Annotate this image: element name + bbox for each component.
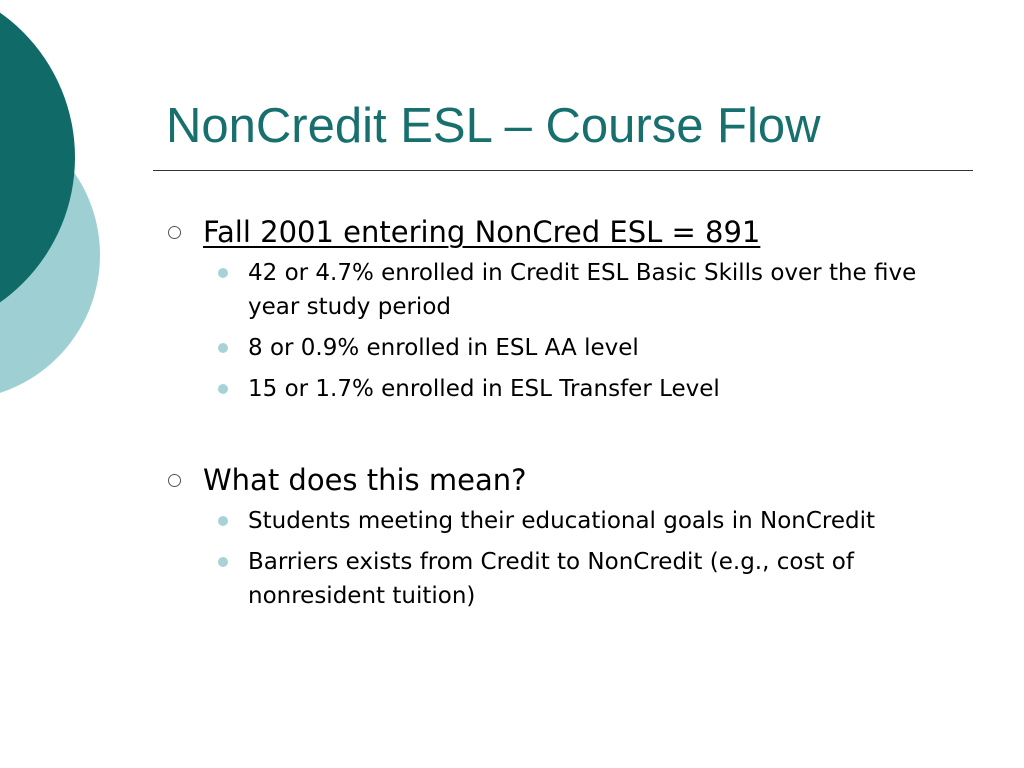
dot-bullet-icon [218, 557, 228, 567]
section-heading: Fall 2001 entering NonCred ESL = 891 [203, 215, 761, 249]
dot-bullet-icon [218, 343, 228, 353]
hollow-circle-bullet-icon [168, 474, 181, 487]
list-item-text: 8 or 0.9% enrolled in ESL AA level [248, 335, 639, 361]
section-heading: What does this mean? [203, 463, 527, 497]
list-item [248, 256, 926, 324]
list-item-text: Students meeting their educational goals in NonCredit [248, 508, 876, 534]
level1-bullet [166, 460, 926, 500]
bullet-section-meaning [166, 460, 926, 620]
hollow-circle-bullet-icon [168, 226, 181, 239]
list-item-text: 42 or 4.7% enrolled in Credit ESL Basic Skills over the five year study period [248, 260, 917, 320]
sub-bullet-list [166, 504, 926, 613]
list-item [248, 331, 926, 365]
dot-bullet-icon [218, 384, 228, 394]
list-item [248, 545, 926, 613]
list-item-text: 15 or 1.7% enrolled in ESL Transfer Level [248, 376, 720, 402]
bullet-section-enrollment [166, 212, 926, 413]
dot-bullet-icon [218, 516, 228, 526]
sub-bullet-list [166, 256, 926, 406]
slide-title: NonCredit ESL – Course Flow [166, 99, 821, 153]
title-divider [153, 170, 973, 171]
list-item [248, 504, 926, 538]
list-item [248, 372, 926, 406]
level1-bullet [166, 212, 926, 252]
dot-bullet-icon [218, 268, 228, 278]
list-item-text: Barriers exists from Credit to NonCredit (e.g., cost of nonresident tuition) [248, 549, 854, 609]
